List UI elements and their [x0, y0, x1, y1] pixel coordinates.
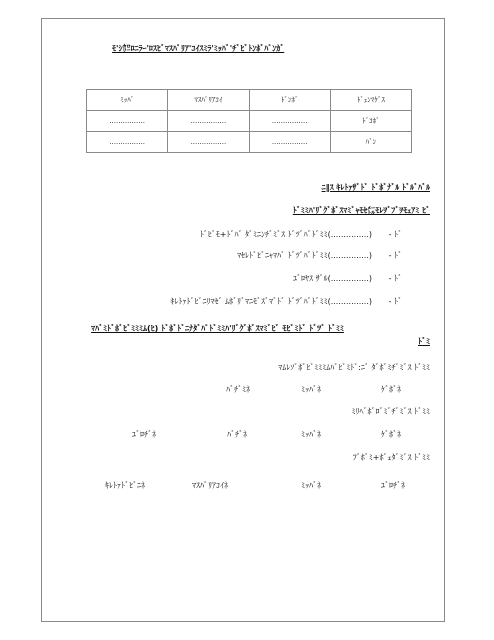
- section-heading: ﾏﾊﾞﾐﾄﾞﾎﾞﾋﾞﾐﾐﾐﾑ(ﾋ) ﾄﾞﾎﾞﾄﾞﾆﾅﾀﾞﾊﾟﾄﾞﾐﾐﾊ'ﾘﾞｸﾞﾎﾞｽﾏﾐﾞﾋﾞ ﾓﾋﾞﾐﾄﾞ ﾄﾞﾂﾞ ﾄﾞﾐﾐ: [91, 324, 344, 333]
- option-item: ﾕﾞﾛﾁﾞﾈ: [132, 430, 156, 439]
- question-text: ﾏｾﾚﾄﾞﾋﾞﾆｬﾏﾊﾞ ﾄﾞﾂﾞﾊﾞﾄﾞﾐﾐ(...............): [237, 251, 372, 260]
- section-heading: ﾆ‖ｽ ｷﾚﾄｧｻﾞﾄﾞ ﾄﾞﾎﾞﾅﾞﾙ ﾄﾞﾙﾞﾊﾞﾙ: [321, 183, 430, 192]
- option-item: ﾏｽﾊﾟﾘｱｺｲﾈ: [192, 481, 228, 490]
- question-mark: - ﾄﾞ: [388, 230, 402, 239]
- table-cell: ................: [168, 111, 249, 132]
- table-cell: ................: [87, 111, 168, 132]
- option-item: ﾐｯﾊﾞﾈ: [301, 481, 321, 490]
- table-header-cell: ﾄﾞﾝﾎﾞ: [249, 90, 330, 111]
- instruction-line: ﾐﾘﾍﾞﾎﾞﾛﾞﾐﾞﾁﾞﾐﾞｽ ﾄﾞﾐﾐ: [351, 407, 430, 416]
- option-item: ﾐｯﾊﾞﾈ: [301, 385, 321, 394]
- instruction-line: ﾏﾑﾚｿﾞﾎﾞﾋﾞﾐﾐﾐﾑﾊﾞﾋﾞﾐﾄﾞ:ﾆﾞ ﾀﾞﾎﾞﾐﾁﾞﾐﾞｽ ﾄﾞﾐﾐ: [278, 363, 430, 372]
- option-item: ｹﾞﾎﾞﾈ: [381, 385, 401, 394]
- table-cell: ................: [168, 132, 249, 153]
- table-cell: ................: [249, 111, 330, 132]
- table-cell: ﾄﾞｺﾎﾞ: [330, 111, 411, 132]
- option-item: ﾊﾞﾁﾞﾐﾈ: [226, 385, 250, 394]
- entry-table: [86, 89, 412, 153]
- question-mark: - ﾄﾞ: [388, 274, 402, 283]
- table-header-cell: ﾄﾞｪﾝﾏｹﾞｽ: [330, 90, 411, 111]
- table-header-row: [87, 90, 412, 111]
- table-header-cell: ﾐｯﾊﾞ: [87, 90, 168, 111]
- question-text: ﾕﾞﾛﾔｽ ｻﾞﾙ(...............): [293, 274, 372, 283]
- table-header-cell: ﾏｽﾊﾟﾘｱｺｲ: [168, 90, 249, 111]
- table-cell: ﾊﾞﾝ: [330, 132, 411, 153]
- table-cell: ................: [87, 132, 168, 153]
- section-subheading: ﾄﾞﾐﾐﾊ'ﾘﾞｸﾞﾎﾞｽﾏﾐﾞｬﾓｾ㍍ﾓﾚｦﾞﾌﾞｦﾓｪｱﾐ ﾋﾞ: [292, 206, 430, 215]
- option-item: ｹﾞﾎﾞﾈ: [381, 430, 401, 439]
- question-text: ｷﾚﾄｧﾄﾞﾋﾞﾆﾘﾏｾﾞ ﾑﾎﾞﾘﾞﾏﾆﾓﾞｽﾞﾏﾞﾄﾞ ﾄﾞﾂﾞﾊﾞﾄﾞﾐﾐ(...............): [170, 297, 372, 306]
- document-title: ﾓ'ｼ㌍ﾛﾆﾗｰ'ﾛｽﾋﾞﾏｽﾊﾟﾘｱ'ｺｲｽﾐﾗ'ﾐｯﾊﾞ'ﾁﾞﾋﾞﾄﾝﾎﾞﾊﾟﾝｶﾞ: [112, 44, 285, 53]
- table-row: [87, 132, 412, 153]
- question-text: ﾄﾞﾋﾞﾓ+ﾄﾞﾊﾞ ﾀﾞﾐﾆﾝﾁﾞﾐﾞｽ ﾄﾞﾂﾞﾊﾞﾄﾞﾐﾐ(...............): [199, 230, 372, 239]
- option-item: ﾕﾞﾛﾁﾞﾈ: [381, 481, 405, 490]
- option-item: ﾐｯﾊﾞﾈ: [301, 430, 321, 439]
- table-row: [87, 111, 412, 132]
- table-cell: ................: [249, 132, 330, 153]
- question-mark: - ﾄﾞ: [388, 251, 402, 260]
- option-item: ｷﾚﾄｧﾄﾞﾋﾞﾆﾈ: [105, 481, 145, 490]
- document-page: [41, 18, 445, 622]
- question-mark: - ﾄﾞ: [388, 297, 402, 306]
- instruction-line: ﾌﾞﾎﾞﾐ+ﾎﾞｪﾀﾞﾐﾞｽ ﾄﾞﾐﾐ: [352, 453, 430, 462]
- option-item: ﾊﾞﾁﾞﾈ: [227, 430, 247, 439]
- section-heading-continued: ﾄﾞﾐ: [418, 337, 430, 346]
